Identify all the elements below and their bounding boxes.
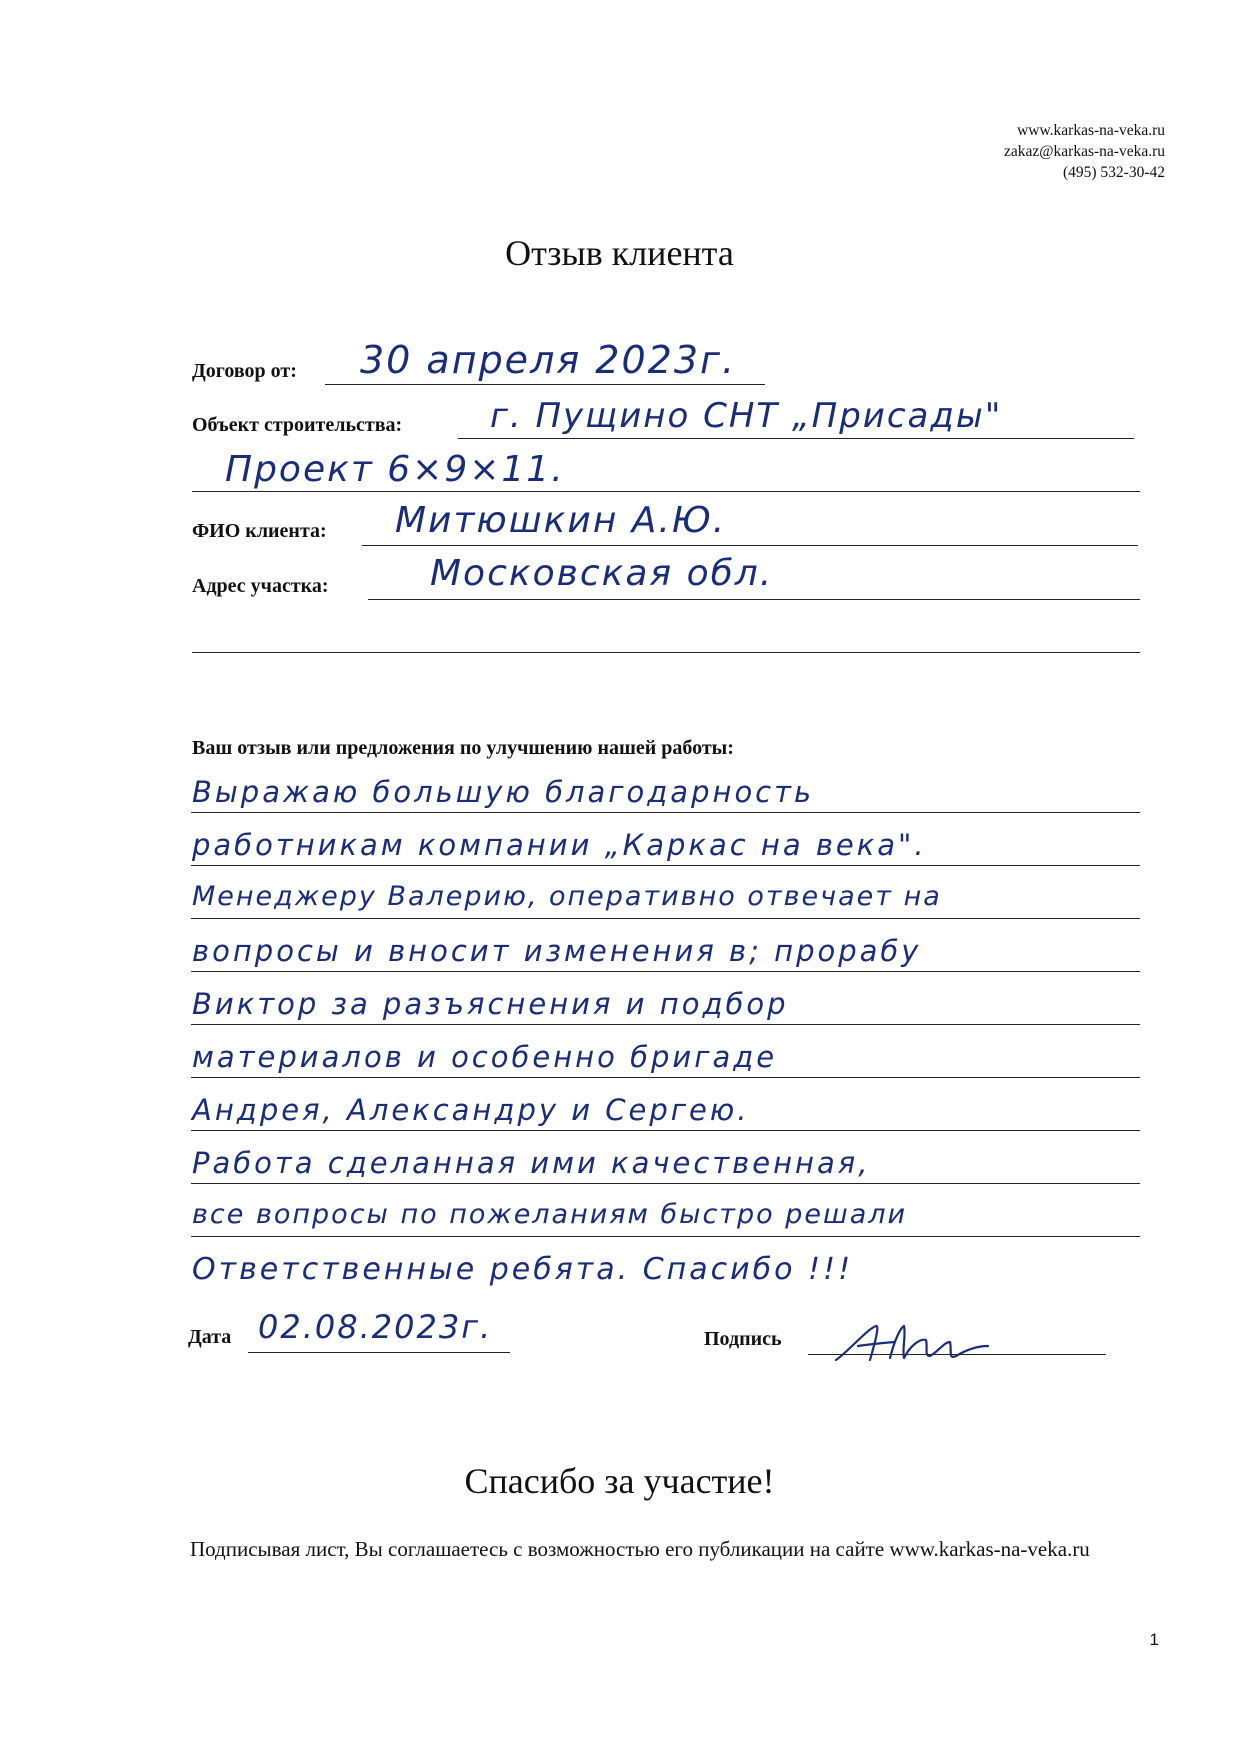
thanks-heading: Спасибо за участие! — [464, 1461, 775, 1501]
feedback-label: Ваш отзыв или предложения по улучшению нашей работы: — [192, 737, 734, 759]
feedback-text-line: Выражаю большую благодарность — [192, 775, 815, 809]
signature-image — [828, 1316, 998, 1372]
phone-number: (495) 532-30-42 — [1062, 164, 1165, 181]
date-line — [248, 1352, 510, 1353]
feedback-text-line: Работа сделанная ими качественная, — [192, 1146, 871, 1180]
address-line — [368, 599, 1140, 600]
address-label: Адрес участка: — [192, 575, 329, 597]
agreement-text: Подписывая лист, Вы соглашаетесь с возможностью его публикации на сайте www.karkas-na-veka.ru — [190, 1537, 1090, 1561]
feedback-text-line: вопросы и вносит изменения в; прорабу — [192, 934, 922, 968]
feedback-text-line: материалов и особенно бригаде — [192, 1040, 778, 1074]
object-value-line2: Проект 6×9×11. — [225, 449, 565, 490]
feedback-line — [191, 971, 1140, 972]
feedback-line — [191, 865, 1140, 866]
feedback-text-line: Виктор за разъяснения и подбор — [192, 987, 789, 1021]
feedback-text-line: все вопросы по пожеланиям быстро решали — [192, 1199, 908, 1230]
feedback-line — [191, 1077, 1140, 1078]
contact-info — [1004, 120, 1165, 183]
page-number: 1 — [1149, 1630, 1159, 1649]
feedback-line — [191, 1183, 1140, 1184]
contract-value: 30 апреля 2023г. — [360, 338, 737, 382]
object-line-2 — [192, 491, 1140, 492]
contract-label: Договор от: — [192, 360, 297, 382]
feedback-line — [191, 918, 1140, 919]
date-value: 02.08.2023г. — [258, 1308, 493, 1346]
address-value: Московская обл. — [430, 553, 774, 594]
feedback-line — [191, 1024, 1140, 1025]
client-value: Митюшкин А.Ю. — [395, 500, 727, 541]
email-link[interactable]: zakaz@karkas-na-veka.ru — [1004, 143, 1165, 160]
object-label: Объект строительства: — [192, 414, 403, 436]
feedback-line — [191, 1130, 1140, 1131]
date-label: Дата — [188, 1326, 232, 1348]
website-link[interactable]: www.karkas-na-veka.ru — [1017, 122, 1165, 139]
object-line-1 — [458, 438, 1134, 439]
feedback-text-line: Ответственные ребята. Спасибо !!! — [192, 1252, 854, 1287]
object-value-line1: г. Пущино СНТ „Присады" — [490, 396, 1003, 436]
feedback-line — [191, 1236, 1140, 1237]
feedback-text-line: Андрея, Александру и Сергею. — [192, 1093, 750, 1127]
feedback-line — [191, 812, 1140, 813]
contract-line — [325, 384, 765, 385]
feedback-text-line: работникам компании „Каркас на века". — [192, 828, 927, 862]
signature-label: Подпись — [704, 1328, 782, 1350]
client-line — [362, 545, 1138, 546]
page-title: Отзыв клиента — [505, 233, 734, 273]
feedback-text-line: Менеджеру Валерию, оперативно отвечает на — [192, 881, 942, 912]
address-line-extra — [192, 652, 1140, 653]
client-label: ФИО клиента: — [192, 520, 327, 542]
